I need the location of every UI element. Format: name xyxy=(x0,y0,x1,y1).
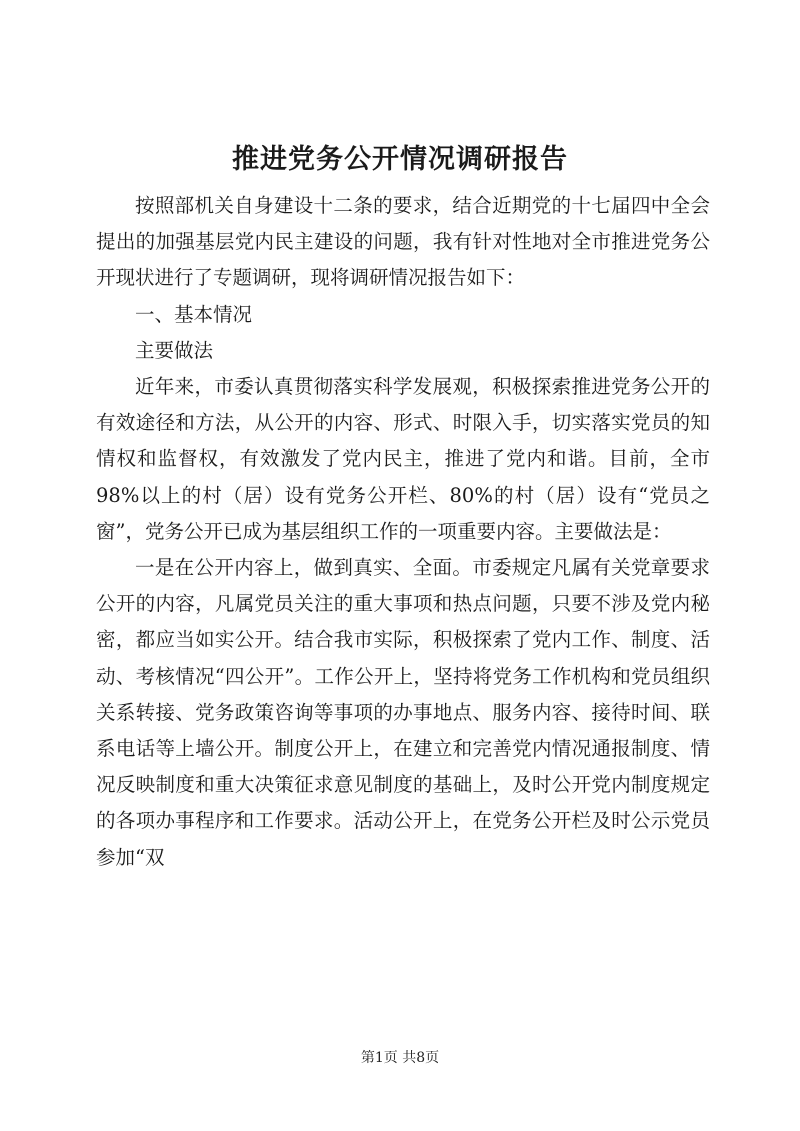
document-title: 推进党务公开情况调研报告 xyxy=(232,144,568,175)
subsection-heading: 主要做法 xyxy=(135,338,214,362)
section-heading: 一、基本情况 xyxy=(135,302,253,326)
document-body xyxy=(96,188,710,876)
paragraph-content-disclosure: 一是在公开内容上，做到真实、全面。市委规定凡属有关党章要求公开的内容，凡属党员关注的重大事项和热点问题，只要不涉及党内秘密，都应当如实公开。结合我市实际，积极探索了党内工作、制度、活动、考核情况“四公开”。工作公开上，坚持将党务工作机构和党员组织关系转接、党务政策咨询等事项的办事地点、服务内容、接待时间、联系电话等上墙公开。制度公开上，在建立和完善党内情况通报制度、情况反映制度和重大决策征求意见制度的基础上，及时公开党内制度规定的各项办事程序和工作要求。活动公开上，在党务公开栏及时公示党员参加“双 xyxy=(96,556,710,869)
page-footer: 第1页 共8页 xyxy=(360,1050,440,1066)
paragraph-overview: 近年来，市委认真贯彻落实科学发展观，积极探索推进党务公开的有效途径和方法，从公开的内容、形式、时限入手，切实落实党员的知情权和监督权，有效激发了党内民主，推进了党内和谐。目前，全市98%以上的村（居）设有党务公开栏、80%的村（居）设有“党员之窗”，党务公开已成为基层组织工作的一项重要内容。主要做法是： xyxy=(96,375,710,543)
paragraph-intro: 按照部机关自身建设十二条的要求，结合近期党的十七届四中全会提出的加强基层党内民主建设的问题，我有针对性地对全市推进党务公开现状进行了专题调研，现将调研情况报告如下： xyxy=(96,194,710,290)
